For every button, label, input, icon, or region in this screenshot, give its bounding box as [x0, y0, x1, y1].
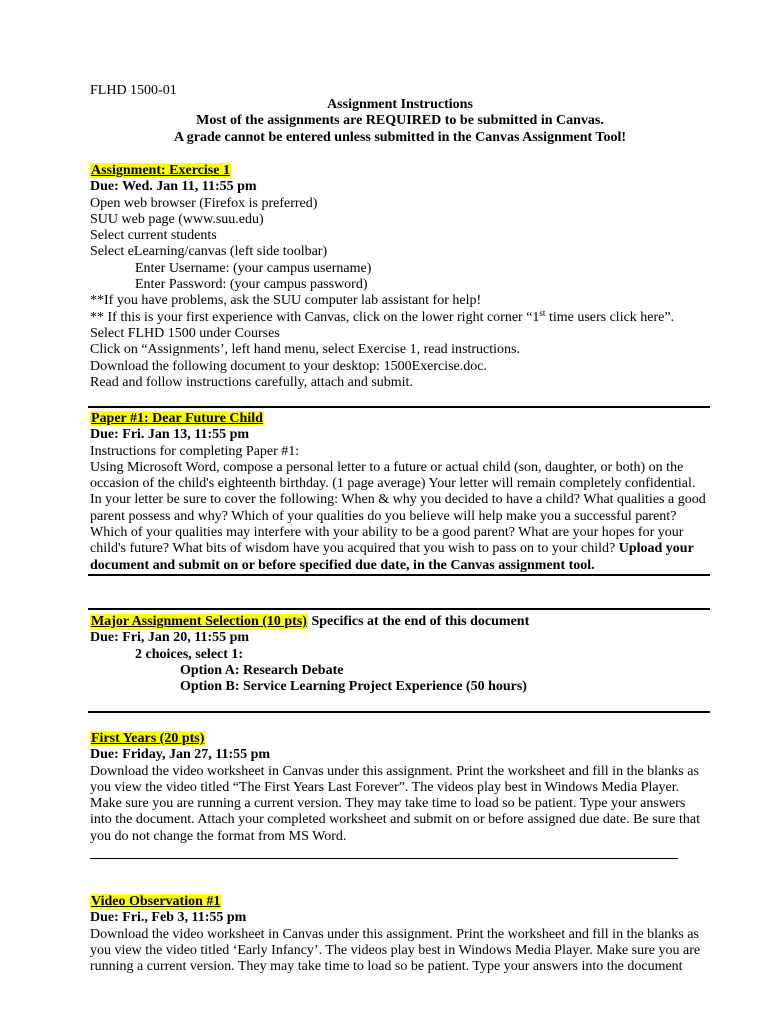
exercise-1-step: **If you have problems, ask the SUU computer lab assistant for help!	[90, 293, 482, 309]
exercise-1-step: Enter Username: (your campus username)	[135, 260, 372, 276]
major-assignment-choices: 2 choices, select 1:	[135, 646, 244, 662]
video-observation-body: Download the video worksheet in Canvas under this assignment. Print the worksheet and fill in the blanks as you view the video titled ‘Early Infancy’. The videos play best in Windows Media Player. Make sure you are running a current version. They may take time to load so be patient. Type your answers into the document	[90, 926, 701, 975]
exercise-1-step: ** If this is your first experience with Canvas, click on the lower right corner “1st time users click here”.	[90, 307, 675, 325]
exercise-1-step: Select current students	[90, 228, 217, 244]
major-assignment-due: Due: Fri, Jan 20, 11:55 pm	[90, 630, 250, 646]
section-divider	[88, 574, 710, 576]
exercise-1-step: Enter Password: (your campus password)	[135, 277, 368, 293]
section-divider	[88, 406, 710, 408]
section-paper-1	[90, 411, 710, 574]
exercise-1-step: SUU web page (www.suu.edu)	[90, 211, 264, 227]
section-divider	[88, 711, 710, 713]
exercise-1-step: Open web browser (Firefox is preferred)	[90, 195, 318, 211]
exercise-1-step: Select eLearning/canvas (left side toolbar)	[90, 244, 328, 260]
section-divider	[88, 608, 710, 610]
exercise-1-due: Due: Wed. Jan 11, 11:55 pm	[90, 179, 257, 195]
first-years-body: Download the video worksheet in Canvas under this assignment. Print the worksheet and fill in the blanks as you view the video titled “The First Years Last Forever”. The videos play best in Windows Media Player. Make sure you are running a current version. They may take time to load so be patient. Type your answers into the document. Attach your completed worksheet and submit on or before assigned due date. Be sure that you do not change the format from MS Word.	[90, 763, 701, 844]
first-years-heading: First Years (20 pts)	[91, 731, 205, 746]
exercise-1-step: Download the following document to your desktop: 1500Exercise.doc.	[90, 358, 487, 374]
notice-line-2: A grade cannot be entered unless submitted in the Canvas Assignment Tool!	[173, 129, 627, 145]
option-a: Option A: Research Debate	[180, 662, 344, 678]
section-major-assignment	[90, 614, 710, 695]
page-title: Assignment Instructions	[327, 97, 473, 112]
exercise-1-step: Select FLHD 1500 under Courses	[90, 325, 280, 341]
first-years-due: Due: Friday, Jan 27, 11:55 pm	[90, 747, 271, 763]
major-assignment-heading: Major Assignment Selection (10 pts)	[91, 614, 307, 629]
paper-1-heading: Paper #1: Dear Future Child	[91, 411, 263, 426]
paper-1-body: Using Microsoft Word, compose a personal letter to a future or actual child (son, daughter, or both) on the occasion of the child's eighteenth birthday. (1 page average) Your letter will remain completely confidential. In your letter be sure to cover the following: When & why you decided to have a child? What qualities a good parent possess and why? Which of your qualities do you believe will help make you a successful parent? Which of your qualities may interfere with your ability to be a good parent? What are your hopes for your child's future? What bits of wisdom have you acquired that you wish to pass on to your child? Upload your document and submit on or before specified due date, in the Canvas assignment tool.	[90, 459, 706, 573]
section-first-years	[90, 731, 710, 845]
course-code: FLHD 1500-01	[90, 83, 177, 98]
blank-line	[90, 858, 678, 859]
major-assignment-note: Specifics at the end of this document	[307, 614, 530, 629]
video-observation-due: Due: Fri., Feb 3, 11:55 pm	[90, 910, 247, 926]
paper-1-intro: Instructions for completing Paper #1:	[90, 443, 300, 459]
exercise-1-heading: Assignment: Exercise 1	[91, 163, 230, 178]
exercise-1-step: Click on “Assignments’, left hand menu, select Exercise 1, read instructions.	[90, 342, 521, 358]
video-observation-heading: Video Observation #1	[91, 894, 221, 909]
section-exercise-1	[90, 163, 710, 391]
paper-1-due: Due: Fri. Jan 13, 11:55 pm	[90, 427, 250, 443]
section-video-observation-1	[90, 894, 710, 975]
exercise-1-step: Read and follow instructions carefully, attach and submit.	[90, 374, 413, 390]
header-block	[90, 97, 710, 146]
notice-line-1: Most of the assignments are REQUIRED to be submitted in Canvas.	[196, 113, 604, 129]
option-b: Option B: Service Learning Project Experience (50 hours)	[180, 679, 527, 695]
